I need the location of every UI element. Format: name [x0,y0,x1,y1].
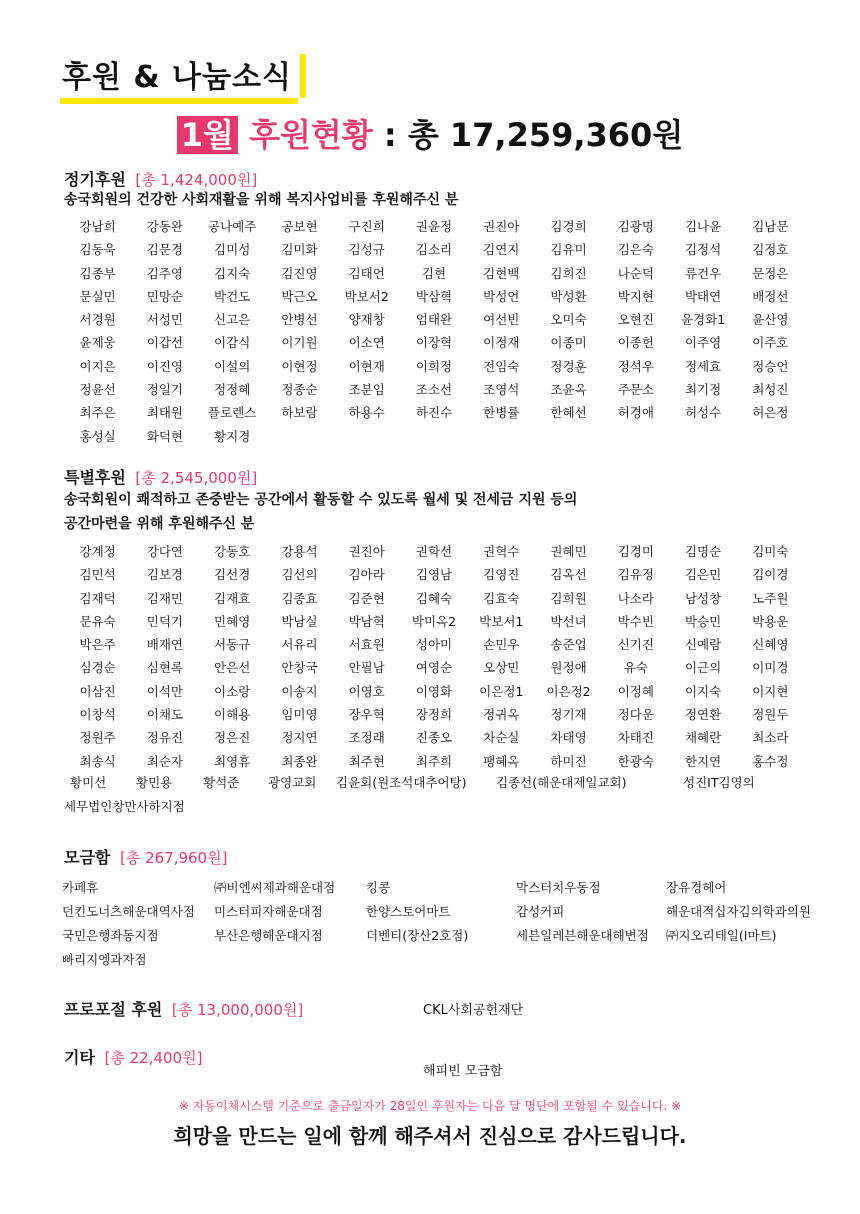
regular-donor-name: 최기정 [684,382,722,398]
special-donor-name: 여영순 [415,660,453,676]
special-donor-name: 차순실 [483,730,520,746]
special-donor-name: 남성창 [684,590,722,606]
special-donor-name: 팽혜옥 [483,753,520,769]
special-donor-name: 김이경 [752,567,789,583]
regular-donor-name: 김미화 [281,242,318,258]
special-donor-name: 박용운 [752,613,789,629]
special-donor-name: 최주현 [348,753,385,769]
special-donor-name: 채혜란 [684,730,722,746]
regular-donor-name: 김문경 [146,242,184,258]
regular-donor-name: 오현진 [617,312,654,328]
special-last-7: 성진IT김영의 [683,775,755,790]
mogeum-list [62,876,812,972]
headline-month: 1월 [177,116,238,154]
headline-total: : 총 17,259,360원 [383,116,684,154]
special-donor-name: 정연환 [684,707,722,723]
regular-donor-name: 최주은 [79,405,116,421]
special-donor-name: 심현록 [146,660,184,676]
special-section-title [64,465,257,488]
regular-donor-name: 문정은 [752,265,789,281]
special-donor-name: 강계정 [79,544,116,559]
special-donor-name: 김재효 [214,590,251,606]
special-description [64,488,804,536]
regular-donor-name: 최태원 [146,405,184,421]
special-total: [총 2,545,000원] [135,469,258,487]
special-donor-name: 김명순 [684,544,722,559]
special-donor-name: 서효원 [348,637,385,653]
special-donor-name: 김미숙 [752,544,789,559]
special-donor-name: 안창국 [281,660,318,676]
mogeum-donor-name: 미스터피자해운대점 [214,904,323,919]
regular-donor-name: 황지경 [214,428,251,444]
regular-donor-name: 이주영 [684,335,722,351]
special-donor-name: 최영휴 [214,753,251,769]
special-donor-name: 조정래 [348,730,385,746]
regular-donor-name: 나순덕 [617,265,654,281]
regular-donor-name: 정경훈 [550,358,587,374]
regular-donor-name: 허경애 [617,405,654,421]
regular-donor-name: 조소선 [415,382,453,398]
regular-donor-name: 김정호 [752,242,789,258]
special-donor-name: 강용석 [281,544,318,559]
regular-donor-name: 윤제웅 [79,335,116,351]
regular-donor-name: 이종헌 [617,335,654,351]
special-donor-name: 박보서1 [479,613,524,629]
regular-donor-name: 김유미 [550,242,587,258]
special-desc-line2: 공간마련을 위해 후원해주신 분 [64,516,255,532]
mogeum-donor-name: 킹콩 [366,880,391,895]
special-donor-name: 이은정2 [546,683,591,699]
special-donor-name: 김종효 [281,590,318,606]
regular-donor-name: 서경원 [79,312,116,328]
regular-donor-name: 박건도 [214,288,251,304]
special-donor-name: 서유리 [281,637,318,653]
regular-donor-name: 공보현 [281,219,318,234]
special-donor-name: 권혁수 [483,544,520,559]
regular-donor-name: 박성환 [550,288,587,304]
special-donor-name: 차태진 [617,730,654,746]
special-donor-name: 김선경 [214,567,251,583]
regular-donor-name: 이소연 [348,335,385,351]
special-donor-name: 원정애 [550,660,587,676]
regular-donor-name: 권윤정 [415,219,453,234]
special-donor-name: 정귀옥 [483,707,520,723]
etc-donor: 해피빈 모금함 [423,1064,503,1079]
regular-donor-name: 김현 [421,265,447,281]
special-last-3: 황석준 [203,775,240,790]
regular-donor-name: 김종부 [79,265,116,281]
regular-donor-name: 박삼혁 [415,288,453,304]
special-donor-name: 이영화 [415,683,453,699]
regular-donor-name: 이희정 [415,358,453,374]
special-donor-name: 이근의 [684,660,722,676]
special-donor-name: 이지숙 [684,683,722,699]
regular-donor-name: 서성민 [146,312,184,328]
regular-donor-name: 윤산영 [752,312,789,328]
regular-donor-name: 정종순 [281,382,318,398]
special-donor-name: 강다연 [146,544,184,559]
regular-donor-name: 김남문 [752,219,789,234]
regular-donor-name: 이현재 [348,358,385,374]
special-donor-name: 한광숙 [617,753,654,769]
mogeum-donor-name: 던킨도너츠해운대역사점 [62,904,195,919]
regular-donor-name: 김은숙 [617,242,654,258]
mogeum-donor-name: 국민은행좌동지점 [62,928,159,943]
etc-section-title [64,1045,202,1068]
regular-donor-name: 정세효 [684,358,722,374]
special-donor-name: 신혜영 [752,637,789,653]
regular-donor-name: 한병률 [483,405,520,421]
regular-donor-name: 강남희 [79,219,116,234]
special-donor-name: 권진아 [348,544,385,559]
mogeum-total: [총 267,960원] [119,849,228,867]
mogeum-donor-name: 해운대적십자김의학과의원 [666,904,811,919]
regular-section-title [64,167,257,190]
special-donor-name: 김희원 [550,590,587,606]
special-donor-name: 정은진 [214,730,251,746]
regular-donor-name: 김연지 [483,242,520,258]
regular-donor-name: 이종미 [550,335,587,351]
regular-donor-name: 김희진 [550,265,587,281]
regular-donor-name: 하진수 [415,405,453,421]
special-donor-name: 최순자 [146,753,184,769]
special-donor-name: 정유진 [146,730,184,746]
special-donor-name: 손민우 [483,637,520,653]
mogeum-donor-name: 카페휴 [62,880,99,895]
regular-donor-name: 하용수 [348,405,385,421]
special-donor-name: 이소랑 [214,683,251,699]
regular-donor-name: 정윤선 [79,382,116,398]
mogeum-title: 모금함 [64,848,111,867]
special-donor-name: 신예람 [684,637,722,653]
notice: ※ 자동이체시스템 기준으로 출금일자가 28일인 후원자는 다음 달 명단에 포함될 수 있습니다. ※ [178,1099,682,1113]
special-donor-name: 안필남 [348,660,385,676]
regular-donor-name: 조분임 [348,382,385,398]
special-donor-name: 박남혁 [348,613,385,629]
regular-donor-name: 이기원 [281,335,318,351]
special-donor-name: 정원두 [752,707,789,723]
regular-donor-name: 엄태완 [415,312,453,328]
regular-donor-name: 정승언 [752,358,789,374]
regular-donor-name: 김나윤 [684,219,722,234]
regular-donor-name: 이지은 [79,358,116,374]
special-donor-name: 이채도 [146,707,184,723]
special-donor-name: 최주희 [415,753,453,769]
special-donor-name: 민혜영 [214,613,251,629]
special-donor-name: 김보경 [146,567,184,583]
special-donor-name: 홍수정 [752,753,789,769]
special-donor-name: 최소라 [752,730,789,746]
thanks-message: 희망을 만드는 일에 함께 해주셔서 진심으로 감사드립니다. [173,1124,687,1148]
mogeum-donor-name: 막스터치우동점 [516,880,601,895]
regular-donor-name: 김소리 [415,242,453,258]
special-last-6: 김종선(해운대제일교회) [496,775,627,790]
special-donor-name: 최종완 [281,753,318,769]
regular-donor-name: 윤경화1 [680,312,726,328]
special-donor-name: 김준현 [348,590,385,606]
regular-donor-name: 김지숙 [214,265,251,281]
regular-donor-name: 이진영 [146,358,184,374]
mogeum-section-title [64,845,227,868]
special-donor-name: 이미경 [752,660,789,676]
special-donor-name: 차태영 [550,730,587,746]
regular-description: 송국회원의 건강한 사회재활을 위해 복지사업비를 후원해주신 분 [64,192,459,208]
special-donor-name: 정기재 [550,707,587,723]
regular-donor-name: 이현정 [281,358,318,374]
regular-donor-name: 민망순 [146,288,184,304]
regular-donor-name: 김광명 [617,219,654,234]
mogeum-donor-name: 한양스토어마트 [366,904,451,919]
special-donor-name: 이해용 [214,707,251,723]
special-donor-name: 안은선 [214,660,251,676]
special-donor-name: 이지현 [752,683,789,699]
regular-donor-name: 허성수 [684,405,722,421]
special-donor-name: 박은주 [79,637,116,653]
regular-donor-name: 양재창 [348,312,385,328]
regular-donor-name: 이장혁 [415,335,453,351]
special-last-2: 황민용 [136,775,173,790]
regular-donor-name: 김미성 [214,242,251,258]
special-donor-name: 성아미 [415,637,453,653]
special-donor-name: 권학선 [415,544,453,559]
regular-donor-name: 홍성실 [79,428,116,444]
etc-title: 기타 [64,1048,95,1067]
proposal-total: [총 13,000,000원] [171,1001,304,1019]
regular-donor-name: 조영석 [483,382,520,398]
special-donor-name: 김은민 [684,567,722,583]
special-donor-name: 김아라 [348,567,385,583]
special-donor-name: 유숙 [623,660,648,676]
regular-donor-name: 김진영 [281,265,318,281]
mogeum-donor-name: 장유경헤어 [666,880,727,895]
mogeum-donor-name: 감성커피 [516,904,565,919]
special-donor-name: 강동호 [214,544,251,559]
regular-donor-name: 한혜선 [550,405,587,421]
title-accent-bar [300,54,306,98]
special-donor-name: 박승민 [684,613,722,629]
regular-donor-name: 류건우 [684,265,722,281]
etc-total: [총 22,400원] [104,1049,203,1067]
regular-donor-name: 조윤옥 [550,382,587,398]
page-title-block [60,52,298,104]
regular-donor-name: 박지현 [617,288,654,304]
page-title: 후원 & 나눔소식 [60,52,298,104]
special-donor-name: 최송식 [79,753,116,769]
special-donor-name: 박수빈 [617,613,654,629]
special-donor-list [64,540,804,773]
mogeum-donor-name: ㈜비엔씨제과해운대점 [214,880,336,895]
regular-donor-name: 정석우 [617,358,654,374]
special-donor-name: 김민석 [79,567,116,583]
regular-donor-name: 박근오 [281,288,318,304]
regular-donor-name: 주문소 [617,382,654,398]
special-last-5: 김윤회(원조석대추어탕) [336,775,467,790]
special-donor-name: 박남실 [281,613,318,629]
regular-donor-name: 김현백 [483,265,520,281]
special-donor-name: 김혜숙 [415,590,453,606]
regular-donor-name: 여선빈 [483,312,520,328]
special-donor-name: 하미진 [550,753,587,769]
regular-donor-name: 박태연 [684,288,722,304]
special-donor-name: 김유정 [617,567,654,583]
special-donor-name: 한지연 [684,753,722,769]
special-donor-name: 김경미 [617,544,654,559]
special-donor-name: 서동규 [214,637,251,653]
special-donor-name: 박선녀 [550,613,587,629]
regular-donor-name: 배정선 [752,288,789,304]
regular-donor-name: 이설의 [214,358,251,374]
regular-donor-name: 공나예주 [208,219,257,234]
regular-donor-name: 플로렌스 [208,405,257,421]
regular-donor-name: 오미숙 [550,312,587,328]
special-donor-name: 문유숙 [79,613,116,629]
regular-donor-name: 안병선 [281,312,318,328]
regular-donor-name: 김주영 [146,265,184,281]
proposal-section-title [64,997,303,1020]
regular-donor-name: 허은정 [752,405,789,421]
special-donor-name: 이석만 [146,683,184,699]
proposal-donor: CKL사회공헌재단 [423,1003,524,1018]
special-donor-name: 정지연 [281,730,318,746]
special-donor-name: 정원주 [79,730,116,746]
regular-donor-name: 화덕현 [146,428,184,444]
regular-donor-name: 김태언 [348,265,385,281]
regular-donor-name: 하보람 [281,405,318,421]
special-last-4: 광영교회 [268,775,317,790]
special-donor-name: 박미옥2 [411,613,457,629]
regular-donor-name: 전임숙 [483,358,520,374]
special-donor-name: 이송지 [281,683,318,699]
regular-donor-name: 김성규 [348,242,385,258]
special-donor-name: 김영진 [483,567,520,583]
regular-donor-name: 최성진 [752,382,789,398]
regular-donor-name: 박보서2 [344,288,389,304]
regular-donor-name: 박성언 [483,288,520,304]
special-donor-name: 이영호 [348,683,385,699]
special-donor-name: 김선의 [281,567,318,583]
regular-donor-name: 이갑선 [146,335,184,351]
special-donor-name: 이삼진 [79,683,116,699]
special-last-1: 황미선 [70,775,107,790]
regular-total: [총 1,424,000원] [135,171,258,189]
special-donor-name: 정다운 [617,707,654,723]
special-donor-name: 이정혜 [617,683,654,699]
special-donor-name: 권혜민 [550,544,587,559]
special-donor-name: 이은정1 [479,683,524,699]
regular-donor-name: 김동욱 [79,242,116,258]
special-donor-name: 임미영 [281,707,318,723]
mogeum-donor-name: 부산은행해운대지점 [214,928,323,943]
regular-donor-name: 문실민 [79,288,116,304]
special-donor-name: 김재민 [146,590,184,606]
special-donor-name: 장우혁 [348,707,385,723]
special-donor-name: 오상민 [483,660,520,676]
mogeum-donor-name: 더벤티(장산2호점) [366,928,469,943]
special-donor-name: 노주원 [752,590,789,606]
regular-donor-name: 김경희 [550,219,587,234]
proposal-title: 프로포절 후원 [64,1000,163,1019]
regular-donor-name: 이주호 [752,335,789,351]
regular-donor-name: 이정재 [483,335,520,351]
mogeum-donor-name: 세븐일레븐해운대해변점 [516,928,649,943]
mogeum-donor-name: ㈜지오리테일(I마트) [666,928,777,943]
special-donor-name: 김효숙 [483,590,520,606]
special-donor-name: 송준업 [550,637,587,653]
special-donor-name: 김영남 [415,567,453,583]
special-tail: 세무법인창만사하지점 [64,799,185,814]
regular-donor-name: 정일기 [146,382,184,398]
regular-donor-name: 정정혜 [214,382,251,398]
headline [0,110,860,156]
special-desc-line1: 송국회원이 쾌적하고 존중받는 공간에서 활동할 수 있도록 월세 및 전세금 지원 등의 [64,492,578,508]
special-donor-name: 진종오 [415,730,453,746]
regular-donor-name: 권진아 [483,219,520,234]
regular-donor-name: 구진희 [348,219,385,234]
headline-label: 후원현황 [249,116,373,154]
regular-donor-list [64,215,804,448]
special-donor-name: 이창석 [79,707,116,723]
special-donor-name: 심경순 [79,660,116,676]
regular-donor-name: 이감식 [214,335,251,351]
special-donor-name: 김옥선 [550,567,587,583]
regular-donor-name: 신고은 [214,312,251,328]
special-title: 특별후원 [64,468,126,487]
special-donor-name: 나소라 [617,590,654,606]
mogeum-donor-name: 빠리지엥과자점 [62,952,147,967]
special-donor-name: 김재덕 [79,590,116,606]
regular-donor-name: 김정석 [684,242,722,258]
special-donor-name: 민덕기 [146,613,184,629]
regular-donor-name: 강동완 [146,219,184,234]
regular-title: 정기후원 [64,170,126,189]
special-donor-name: 장정희 [415,707,453,723]
special-donor-name: 배재연 [146,637,184,653]
special-donor-name: 신기진 [617,637,654,653]
